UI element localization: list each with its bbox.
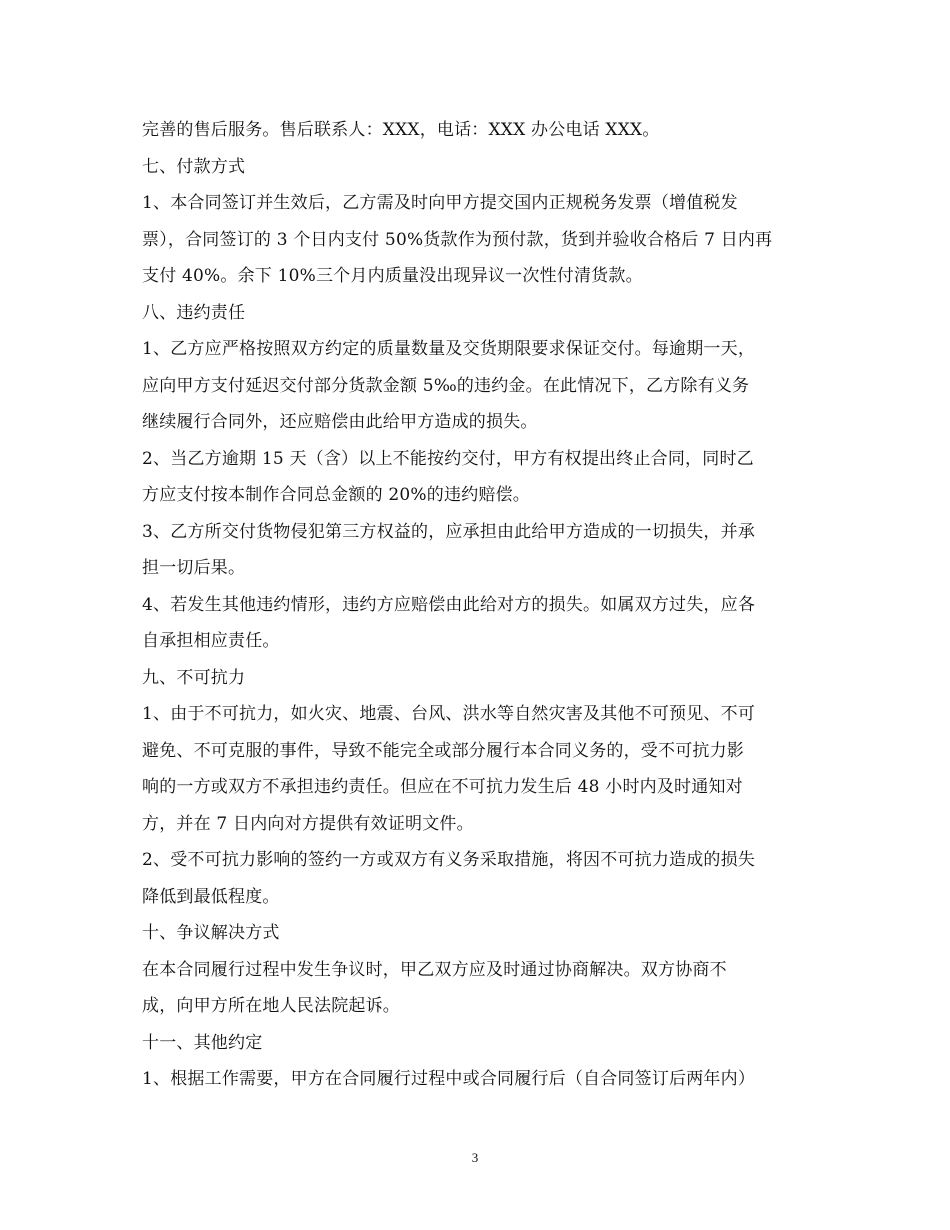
document-body [142,112,812,1098]
text-line: 1、本合同签订并生效后，乙方需及时向甲方提交国内正规税务发票（增值税发 [142,193,738,213]
text-line: 降低到最低程度。 [142,886,280,907]
text-line: 继续履行合同外，还应赔偿由此给甲方造成的损失。 [142,412,538,432]
text-line: 2、受不可抗力影响的签约一方或双方有义务采取措施，将因不可抗力造成的损失 [142,850,756,870]
text-line: 响的一方或双方不承担违约责任。但应在不可抗力发生后 48 小时内及时通知对 [142,777,743,797]
text-line: 4、若发生其他违约情形，违约方应赔偿由此给对方的损失。如属双方过失，应各 [142,594,756,615]
text-line: 担一切后果。 [142,558,246,578]
section-heading-dispute: 十、争议解决方式 [142,923,280,943]
text-line: 支付 40%。余下 10%三个月内质量没出现异议一次性付清货款。 [142,266,643,286]
section-heading-breach: 八、违约责任 [142,302,246,323]
text-line: 完善的售后服务。售后联系人：XXX，电话：XXX 办公电话 XXX。 [142,120,660,140]
text-line: 应向甲方支付延迟交付部分货款金额 5‰的违约金。在此情况下，乙方除有义务 [142,375,750,396]
text-line: 1、根据工作需要，甲方在合同履行过程中或合同履行后（自合同签订后两年内） [142,1069,756,1089]
page-number: 3 [471,1150,479,1165]
text-line: 成，向甲方所在地人民法院起诉。 [142,996,400,1016]
text-line: 1、乙方应严格按照双方约定的质量数量及交货期限要求保证交付。每逾期一天， [142,339,756,359]
section-heading-force-majeure: 九、不可抗力 [142,667,246,688]
text-line: 票），合同签订的 3 个日内支付 50%货款作为预付款，货到并验收合格后 7 日内再 [142,229,773,250]
text-line: 1、由于不可抗力，如火灾、地震、台风、洪水等自然灾害及其他不可预见、不可 [142,704,756,724]
section-heading-other: 十一、其他约定 [142,1032,263,1053]
text-line: 3、乙方所交付货物侵犯第三方权益的，应承担由此给甲方造成的一切损失，并承 [142,521,756,542]
text-line: 避免、不可克服的事件，导致不能完全或部分履行本合同义务的，受不可抗力影 [142,740,744,761]
text-line: 在本合同履行过程中发生争议时，甲乙双方应及时通过协商解决。双方协商不 [142,959,727,980]
text-line: 2、当乙方逾期 15 天（含）以上不能按约交付，甲方有权提出终止合同，同时乙 [142,448,754,469]
text-line: 方，并在 7 日内向对方提供有效证明文件。 [142,813,474,834]
text-line: 方应支付按本制作合同总金额的 20%的违约赔偿。 [142,485,530,505]
text-line: 自承担相应责任。 [142,631,280,651]
section-heading-payment: 七、付款方式 [142,156,246,177]
